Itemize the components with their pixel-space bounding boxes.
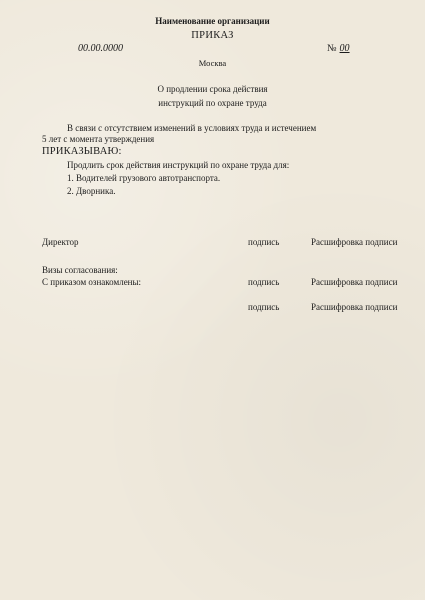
list-item: 2. Дворника.: [67, 186, 116, 196]
number-value: 00: [339, 43, 350, 54]
acknowledged-label: С приказом ознакомлены:: [42, 277, 142, 287]
document-subject: [0, 82, 425, 110]
number-label: №: [327, 43, 337, 54]
subject-line-1: О продлении срока действия: [157, 84, 268, 94]
document-date: 00.00.0000: [78, 43, 123, 54]
visas-label: Визы согласования:: [42, 265, 118, 275]
list-item: 1. Водителей грузового автотранспорта.: [67, 173, 221, 183]
ack-signature-placeholder: подпись: [248, 277, 280, 287]
director-label: Директор: [42, 237, 79, 247]
director-decoding-placeholder: Расшифровка подписи: [311, 237, 398, 247]
extra-decoding-placeholder: Расшифровка подписи: [311, 302, 398, 312]
order-text: Продлить срок действия инструкций по охране труда для:: [67, 160, 290, 170]
preamble-line-2: 5 лет с момента утверждения: [42, 134, 155, 144]
document-number: [327, 43, 350, 54]
extra-signature-placeholder: подпись: [248, 302, 280, 312]
document-title: ПРИКАЗ: [191, 30, 234, 41]
director-signature-placeholder: подпись: [248, 237, 280, 247]
document-city: Москва: [198, 58, 227, 68]
subject-line-2: инструкций по охране труда: [158, 98, 267, 108]
order-heading: ПРИКАЗЫВАЮ:: [42, 146, 122, 157]
preamble-line-1: В связи с отсутствием изменений в условиях труда и истечением: [67, 123, 317, 133]
ack-decoding-placeholder: Расшифровка подписи: [311, 277, 398, 287]
organization-name: Наименование организации: [155, 16, 270, 26]
